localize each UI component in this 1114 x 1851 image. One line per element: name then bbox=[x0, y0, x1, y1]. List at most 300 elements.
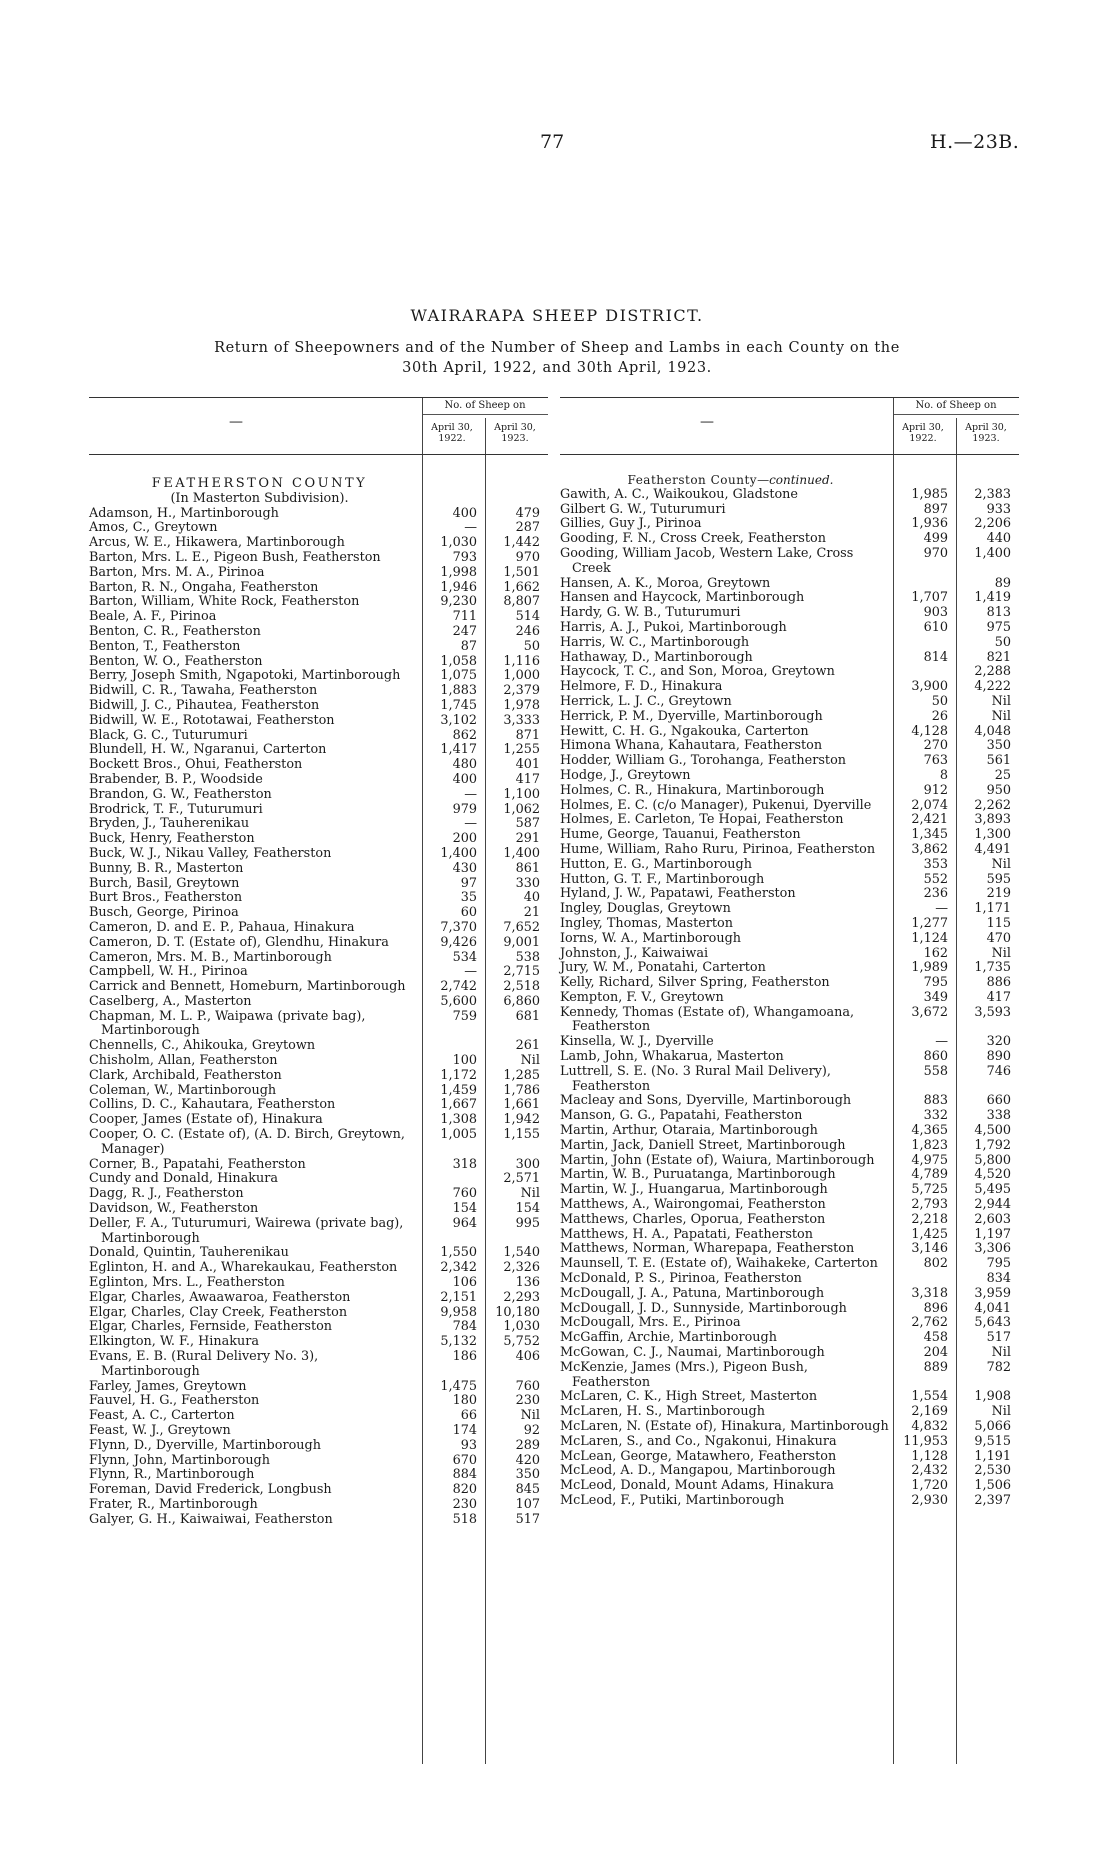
table-row bbox=[89, 980, 548, 995]
sheep-1922: 1,459 bbox=[440, 1082, 477, 1098]
table-row bbox=[89, 566, 548, 581]
sheep-1923: 289 bbox=[515, 1437, 540, 1453]
sheep-1923: 1,171 bbox=[974, 901, 1011, 917]
sheep-1923: 230 bbox=[515, 1393, 540, 1409]
table-row bbox=[560, 754, 1019, 769]
sheep-1923: Nil bbox=[991, 693, 1011, 709]
sheep-1922: 458 bbox=[923, 1330, 948, 1346]
sheep-1922: 430 bbox=[452, 860, 477, 876]
owner-name: Bryden, J., Tauherenikau bbox=[89, 816, 250, 832]
owner-name: Elkington, W. F., Hinakura bbox=[89, 1334, 259, 1350]
owner-name: Cameron, Mrs. M. B., Martinborough bbox=[89, 949, 332, 965]
sheep-1923: 1,662 bbox=[503, 579, 540, 595]
table-row bbox=[89, 803, 548, 818]
sheep-1923: 1,197 bbox=[974, 1226, 1011, 1242]
table-row bbox=[89, 551, 548, 566]
county-heading: FEATHERSTON COUNTY bbox=[151, 476, 368, 491]
sheep-1922: — bbox=[464, 786, 477, 802]
left-rows bbox=[89, 455, 548, 1528]
owner-name: Brandon, G. W., Featherston bbox=[89, 786, 272, 802]
table-row bbox=[89, 1335, 548, 1350]
sheep-1923: Nil bbox=[520, 1408, 540, 1424]
owner-name: Elgar, Charles, Fernside, Featherston bbox=[89, 1319, 333, 1335]
table-row bbox=[89, 817, 548, 832]
owner-name: Matthews, Charles, Oporua, Featherston bbox=[560, 1211, 826, 1227]
sheep-1922: 534 bbox=[452, 949, 477, 965]
owner-name: Hume, George, Tauanui, Featherston bbox=[560, 827, 801, 843]
table-row bbox=[89, 1187, 548, 1202]
sheep-1923: Nil bbox=[991, 1404, 1011, 1420]
sheep-1922: 1,124 bbox=[911, 930, 948, 946]
sheep-1922: 4,975 bbox=[911, 1152, 948, 1168]
owner-name: Martin, W. B., Puruatanga, Martinborough bbox=[560, 1167, 836, 1183]
owner-name: Chapman, M. L. P., Waipawa (private bag), Martinborough bbox=[89, 1008, 366, 1039]
sheep-1923: 50 bbox=[523, 638, 540, 654]
table-row bbox=[89, 536, 548, 551]
right-rows bbox=[560, 455, 1019, 1509]
table-row bbox=[560, 1479, 1019, 1494]
owner-name: Black, G. C., Tuturumuri bbox=[89, 727, 248, 743]
owner-name: Gillies, Guy J., Pirinoa bbox=[560, 516, 702, 532]
table-row bbox=[560, 799, 1019, 814]
table-row bbox=[89, 1498, 548, 1513]
table-row bbox=[560, 887, 1019, 902]
sheep-1922: 2,218 bbox=[911, 1211, 948, 1227]
sheep-1923: 845 bbox=[515, 1482, 540, 1498]
table-row bbox=[560, 858, 1019, 873]
sheep-1923: 10,180 bbox=[495, 1304, 540, 1320]
sheep-1922: 1,985 bbox=[911, 486, 948, 502]
table-row bbox=[560, 710, 1019, 725]
table-row bbox=[560, 1065, 1019, 1095]
sheep-1923: 821 bbox=[986, 649, 1011, 665]
april-1923-header: April 30, 1923. bbox=[494, 422, 536, 444]
sheep-1922: 970 bbox=[923, 545, 948, 561]
sheep-1922: 162 bbox=[923, 945, 948, 961]
table-row bbox=[89, 684, 548, 699]
owner-name: Cameron, D. and E. P., Pahaua, Hinakura bbox=[89, 919, 355, 935]
owner-name: McLeod, F., Putiki, Martinborough bbox=[560, 1492, 785, 1508]
table-row bbox=[560, 1272, 1019, 1287]
sheep-1922: 610 bbox=[923, 619, 948, 635]
sheep-1923: 1,501 bbox=[503, 564, 540, 580]
table-row bbox=[89, 714, 548, 729]
owner-name: Helmore, F. D., Hinakura bbox=[560, 679, 723, 695]
owner-name: Hansen and Haycock, Martinborough bbox=[560, 590, 805, 606]
table-row bbox=[560, 828, 1019, 843]
table-row bbox=[560, 1331, 1019, 1346]
sheep-1922: 3,318 bbox=[911, 1285, 948, 1301]
sheep-1922: 35 bbox=[460, 890, 477, 906]
sheep-1923: 1,191 bbox=[974, 1448, 1011, 1464]
table-row bbox=[560, 1213, 1019, 1228]
sheep-1923: 2,206 bbox=[974, 516, 1011, 532]
sheep-count-group-header: No. of Sheep on bbox=[422, 400, 548, 415]
owner-name: Evans, E. B. (Rural Delivery No. 3), Martinborough bbox=[89, 1349, 319, 1379]
sheep-1923: 890 bbox=[986, 1049, 1011, 1065]
table-row bbox=[560, 532, 1019, 547]
owner-name: Gooding, F. N., Cross Creek, Featherston bbox=[560, 531, 826, 547]
table-row bbox=[560, 1405, 1019, 1420]
owner-name: Burch, Basil, Greytown bbox=[89, 875, 240, 891]
table-row bbox=[560, 1287, 1019, 1302]
sheep-1922: 87 bbox=[460, 638, 477, 654]
sheep-1922: 897 bbox=[923, 501, 948, 517]
owner-name: McLean, George, Matawhero, Featherston bbox=[560, 1448, 837, 1464]
sheep-1923: 154 bbox=[515, 1201, 540, 1217]
table-row bbox=[560, 1050, 1019, 1065]
sheep-1922: 5,132 bbox=[440, 1334, 477, 1350]
sheep-1923: 4,491 bbox=[974, 841, 1011, 857]
owner-name: Maunsell, T. E. (Estate of), Waihakeke, Carterton bbox=[560, 1256, 878, 1272]
sheep-1922: 204 bbox=[923, 1345, 948, 1361]
table-row bbox=[89, 743, 548, 758]
owner-name: Blundell, H. W., Ngaranui, Carterton bbox=[89, 742, 327, 758]
sheep-1923: 350 bbox=[986, 738, 1011, 754]
sheep-1922: 5,600 bbox=[440, 993, 477, 1009]
sheep-1922: 802 bbox=[923, 1256, 948, 1272]
sheep-1922: 7,370 bbox=[440, 919, 477, 935]
sheep-1923: 470 bbox=[986, 930, 1011, 946]
sheep-1923: 92 bbox=[523, 1423, 540, 1438]
table-row bbox=[89, 729, 548, 744]
sheep-1923: 2,326 bbox=[503, 1260, 540, 1276]
sheep-1923: 933 bbox=[986, 501, 1011, 517]
sheep-1923: 660 bbox=[986, 1093, 1011, 1109]
sheep-1922: 100 bbox=[452, 1053, 477, 1069]
sheep-1923: 406 bbox=[515, 1349, 540, 1365]
owner-name: Holmes, C. R., Hinakura, Martinborough bbox=[560, 782, 825, 798]
owner-name: Martin, Arthur, Otaraia, Martinborough bbox=[560, 1123, 818, 1139]
owner-name: Haycock, T. C., and Son, Moroa, Greytown bbox=[560, 664, 835, 680]
table-row bbox=[560, 488, 1019, 503]
table-row bbox=[89, 640, 548, 655]
table-row bbox=[560, 843, 1019, 858]
owner-column-header: — bbox=[700, 414, 714, 430]
owner-name: Benton, T., Featherston bbox=[89, 638, 241, 654]
sheep-1922: 60 bbox=[460, 905, 477, 921]
sheep-1923: 40 bbox=[523, 890, 540, 906]
table-row bbox=[560, 1464, 1019, 1479]
table-row bbox=[89, 1394, 548, 1409]
table-row bbox=[560, 1228, 1019, 1243]
sheep-1922: 9,958 bbox=[440, 1304, 477, 1320]
table-row bbox=[560, 1450, 1019, 1465]
owner-name: Eglinton, H. and A., Wharekaukau, Featherston bbox=[89, 1260, 398, 1276]
table-row bbox=[560, 1154, 1019, 1169]
owner-name: Bidwill, C. R., Tawaha, Featherston bbox=[89, 683, 318, 699]
sheep-1922: 1,400 bbox=[440, 845, 477, 861]
sheep-1922: 860 bbox=[923, 1049, 948, 1065]
owner-name: Galyer, G. H., Kaiwaiwai, Featherston bbox=[89, 1511, 333, 1527]
sheep-1922: 1,005 bbox=[440, 1127, 477, 1143]
table-row bbox=[89, 521, 548, 536]
owner-name: Corner, B., Papatahi, Featherston bbox=[89, 1156, 306, 1172]
sheep-1922: 1,989 bbox=[911, 960, 948, 976]
sheep-1922: 1,550 bbox=[440, 1245, 477, 1261]
table-row bbox=[560, 1316, 1019, 1331]
owner-name: McLaren, N. (Estate of), Hinakura, Martinborough bbox=[560, 1419, 889, 1434]
sheep-1923: 782 bbox=[986, 1359, 1011, 1375]
sheep-1922: 979 bbox=[452, 801, 477, 817]
sheep-1922: 2,432 bbox=[911, 1463, 948, 1479]
sheep-1922: 3,672 bbox=[911, 1004, 948, 1020]
sheep-1923: 595 bbox=[986, 871, 1011, 887]
sheep-1922: 230 bbox=[452, 1496, 477, 1512]
owner-name: Hyland, J. W., Papatawi, Featherston bbox=[560, 886, 796, 902]
sheep-1922: 200 bbox=[452, 831, 477, 847]
page-number: 77 bbox=[540, 131, 565, 153]
owner-name: Macleay and Sons, Dyerville, Martinborough bbox=[560, 1093, 852, 1109]
table-row bbox=[89, 995, 548, 1010]
sheep-1922: 1,883 bbox=[440, 683, 477, 699]
table-row bbox=[89, 891, 548, 906]
owner-name: Clark, Archibald, Featherston bbox=[89, 1067, 282, 1083]
sheep-1923: 21 bbox=[523, 905, 540, 921]
sheep-1923: 1,419 bbox=[974, 590, 1011, 606]
sheep-1923: 287 bbox=[515, 520, 540, 536]
table-row bbox=[560, 976, 1019, 991]
table-row bbox=[560, 961, 1019, 976]
sheep-1922: 558 bbox=[923, 1063, 948, 1079]
owner-name: Matthews, Norman, Wharepapa, Featherston bbox=[560, 1241, 855, 1257]
sheep-1922: 1,554 bbox=[911, 1389, 948, 1405]
sheep-1923: 2,383 bbox=[974, 486, 1011, 502]
table-row bbox=[560, 1198, 1019, 1213]
table-row bbox=[89, 921, 548, 936]
table-row bbox=[89, 906, 548, 921]
sheep-1923: 3,893 bbox=[974, 812, 1011, 828]
owner-name: Arcus, W. E., Hikawera, Martinborough bbox=[89, 535, 345, 551]
sheep-count-group-header: No. of Sheep on bbox=[893, 400, 1019, 415]
sheep-1923: 760 bbox=[515, 1378, 540, 1394]
sheep-1923: 2,944 bbox=[974, 1197, 1011, 1213]
sheep-1923: 970 bbox=[515, 549, 540, 565]
owner-name: Himona Whana, Kahautara, Featherston bbox=[560, 738, 823, 754]
table-row bbox=[560, 1302, 1019, 1317]
owner-name: Harris, W. C., Martinborough bbox=[560, 634, 750, 650]
table-row bbox=[89, 1084, 548, 1099]
sheep-1922: — bbox=[464, 816, 477, 832]
sheep-1922: 186 bbox=[452, 1349, 477, 1365]
table-row bbox=[89, 951, 548, 966]
sheep-1923: 9,515 bbox=[974, 1433, 1011, 1449]
owner-name: Manson, G. G., Papatahi, Featherston bbox=[560, 1108, 803, 1124]
table-row bbox=[89, 1128, 548, 1158]
document-reference: H.—23B. bbox=[930, 131, 1020, 153]
table-row bbox=[89, 610, 548, 625]
sheep-1923: 861 bbox=[515, 860, 540, 876]
sheep-1922: 4,789 bbox=[911, 1167, 948, 1183]
owner-name: Burt Bros., Featherston bbox=[89, 890, 243, 906]
owner-name: Hodge, J., Greytown bbox=[560, 767, 691, 783]
table-row bbox=[89, 1291, 548, 1306]
table-row bbox=[89, 1380, 548, 1395]
sheep-1923: 1,540 bbox=[503, 1245, 540, 1261]
sheep-1922: 1,475 bbox=[440, 1378, 477, 1394]
owner-name: Hathaway, D., Martinborough bbox=[560, 649, 753, 665]
table-row bbox=[89, 1010, 548, 1040]
subdivision-heading: (In Masterton Subdivision). bbox=[170, 490, 349, 506]
sheep-1922: 400 bbox=[452, 505, 477, 521]
table-row bbox=[560, 577, 1019, 592]
owner-name: McLaren, C. K., High Street, Masterton bbox=[560, 1389, 818, 1405]
owner-name: Gawith, A. C., Waikoukou, Gladstone bbox=[560, 486, 798, 502]
owner-name: Dagg, R. J., Featherston bbox=[89, 1186, 244, 1202]
owner-name: Buck, W. J., Nikau Valley, Featherston bbox=[89, 845, 332, 861]
sheep-1922: 1,128 bbox=[911, 1448, 948, 1464]
owner-name: Hardy, G. W. B., Tuturumuri bbox=[560, 605, 741, 621]
sheep-1923: 681 bbox=[515, 1008, 540, 1024]
owner-name: Cooper, O. C. (Estate of), (A. D. Birch, Greytown, Manager) bbox=[89, 1127, 405, 1157]
table-row bbox=[560, 1168, 1019, 1183]
table-row bbox=[89, 965, 548, 980]
sheep-1922: 820 bbox=[452, 1482, 477, 1498]
table-row bbox=[560, 1346, 1019, 1361]
table-row bbox=[560, 1435, 1019, 1450]
sheep-1923: 2,293 bbox=[503, 1289, 540, 1305]
sheep-1922: 1,823 bbox=[911, 1137, 948, 1153]
sheep-1923: 1,786 bbox=[503, 1082, 540, 1098]
sheep-1922: 1,667 bbox=[440, 1097, 477, 1113]
table-row bbox=[89, 862, 548, 877]
sheep-1922: 1,425 bbox=[911, 1226, 948, 1242]
sheep-1922: 1,277 bbox=[911, 915, 948, 931]
sheep-1922: 50 bbox=[931, 693, 948, 709]
sheep-1923: 1,442 bbox=[503, 535, 540, 551]
owner-column-header: — bbox=[229, 414, 243, 430]
table-header bbox=[560, 397, 1019, 455]
owner-name: Barton, Mrs. L. E., Pigeon Bush, Featherston bbox=[89, 549, 381, 565]
table-row bbox=[560, 932, 1019, 947]
sheep-1922: — bbox=[464, 964, 477, 980]
owner-name: Holmes, E. C. (c/o Manager), Pukenui, Dyerville bbox=[560, 797, 872, 813]
owner-name: Flynn, D., Dyerville, Martinborough bbox=[89, 1437, 321, 1453]
table-row bbox=[560, 665, 1019, 680]
sheep-1922: 3,146 bbox=[911, 1241, 948, 1257]
owner-name: McGowan, C. J., Naumai, Martinborough bbox=[560, 1345, 825, 1361]
sheep-1922: 499 bbox=[923, 531, 948, 547]
sheep-1923: 5,752 bbox=[503, 1334, 540, 1350]
sheep-1922: 862 bbox=[452, 727, 477, 743]
sheep-1923: 246 bbox=[515, 623, 540, 639]
continued-heading bbox=[560, 473, 1019, 488]
column-rule bbox=[893, 398, 894, 454]
owner-name: Kempton, F. V., Greytown bbox=[560, 989, 724, 1005]
owner-name: Donald, Quintin, Tauherenikau bbox=[89, 1245, 289, 1261]
owner-name: McLeod, Donald, Mount Adams, Hinakura bbox=[560, 1478, 834, 1494]
owner-name: McDougall, J. A., Patuna, Martinborough bbox=[560, 1285, 825, 1301]
table-row bbox=[89, 507, 548, 522]
sheep-1923: 587 bbox=[515, 816, 540, 832]
sheep-1923: 517 bbox=[986, 1330, 1011, 1346]
sheep-1923: 300 bbox=[515, 1156, 540, 1172]
owner-name: Holmes, E. Carleton, Te Hopai, Featherston bbox=[560, 812, 844, 828]
sheep-1922: 2,930 bbox=[911, 1492, 948, 1508]
owner-name: Bunny, B. R., Masterton bbox=[89, 860, 244, 876]
table-row bbox=[89, 1276, 548, 1291]
table-row bbox=[560, 1257, 1019, 1272]
sheep-1923: 89 bbox=[994, 575, 1011, 591]
sheep-1923: 1,400 bbox=[503, 845, 540, 861]
subtitle-line: Return of Sheepowners and of the Number of Sheep and Lambs in each County on the bbox=[214, 340, 900, 356]
sheep-1922: 480 bbox=[452, 757, 477, 773]
owner-name: Deller, F. A., Tuturumuri, Wairewa (private bag), Martinborough bbox=[89, 1215, 404, 1246]
sheep-1923: 4,500 bbox=[974, 1123, 1011, 1139]
table-row bbox=[89, 625, 548, 640]
table-row bbox=[89, 1158, 548, 1173]
sheep-1922: 552 bbox=[923, 871, 948, 887]
owner-name: Brabender, B. P., Woodside bbox=[89, 771, 263, 787]
sheep-1923: 2,397 bbox=[974, 1492, 1011, 1508]
owner-name: Bockett Bros., Ohui, Featherston bbox=[89, 757, 303, 773]
sheep-1922: — bbox=[935, 901, 948, 917]
table-row bbox=[560, 902, 1019, 917]
table-row bbox=[560, 873, 1019, 888]
sheep-1923: 3,306 bbox=[974, 1241, 1011, 1257]
owner-name: Bidwill, W. E., Rototawai, Featherston bbox=[89, 712, 335, 728]
table-row bbox=[89, 581, 548, 596]
sheep-1922: 106 bbox=[452, 1275, 477, 1291]
sheep-1922: 711 bbox=[452, 609, 477, 625]
table-row bbox=[89, 1439, 548, 1454]
sheep-1922: 247 bbox=[452, 623, 477, 639]
table-row bbox=[89, 1306, 548, 1321]
owner-name: Matthews, H. A., Papatati, Featherston bbox=[560, 1226, 813, 1242]
owner-name: Herrick, P. M., Dyerville, Martinborough bbox=[560, 708, 823, 724]
sheep-1923: 417 bbox=[986, 989, 1011, 1005]
district-title: WAIRARAPA SHEEP DISTRICT. bbox=[410, 306, 704, 325]
sheep-1922: 8 bbox=[939, 767, 948, 783]
table-row bbox=[560, 695, 1019, 710]
table-row bbox=[560, 651, 1019, 666]
sheep-1923: 2,571 bbox=[503, 1171, 540, 1187]
column-rule bbox=[422, 398, 423, 454]
sheep-1922: 26 bbox=[931, 708, 948, 724]
sheep-1923: 813 bbox=[986, 605, 1011, 621]
sheep-1923: 1,100 bbox=[503, 786, 540, 802]
sheep-1922: 9,426 bbox=[440, 934, 477, 950]
table-header bbox=[89, 397, 548, 455]
sheep-1923: 330 bbox=[515, 875, 540, 891]
sheep-1923: 975 bbox=[986, 619, 1011, 635]
sheep-1923: 107 bbox=[515, 1496, 540, 1512]
sheep-1923: 1,116 bbox=[503, 653, 540, 669]
table-row bbox=[89, 773, 548, 788]
table-row bbox=[560, 636, 1019, 651]
sheep-1923: 2,530 bbox=[974, 1463, 1011, 1479]
sheep-1923: 6,860 bbox=[503, 993, 540, 1009]
sheep-1923: 2,603 bbox=[974, 1211, 1011, 1227]
continued-county-label: Featherston County bbox=[627, 473, 758, 487]
sheep-1923: 1,735 bbox=[974, 960, 1011, 976]
table-row bbox=[89, 832, 548, 847]
sheep-1923: Nil bbox=[991, 856, 1011, 872]
sheep-1922: 896 bbox=[923, 1300, 948, 1316]
sheep-1922: 1,707 bbox=[911, 590, 948, 606]
table-row bbox=[89, 1202, 548, 1217]
table-row bbox=[89, 1098, 548, 1113]
owner-name: Hansen, A. K., Moroa, Greytown bbox=[560, 575, 771, 591]
sheep-1923: 950 bbox=[986, 782, 1011, 798]
owner-name: Amos, C., Greytown bbox=[89, 520, 218, 536]
table-row bbox=[560, 1124, 1019, 1139]
table-row bbox=[89, 669, 548, 684]
sheep-1922: 793 bbox=[452, 549, 477, 565]
sheep-1923: Nil bbox=[991, 708, 1011, 724]
sheep-1922: 889 bbox=[923, 1359, 948, 1375]
table-row bbox=[560, 1035, 1019, 1050]
